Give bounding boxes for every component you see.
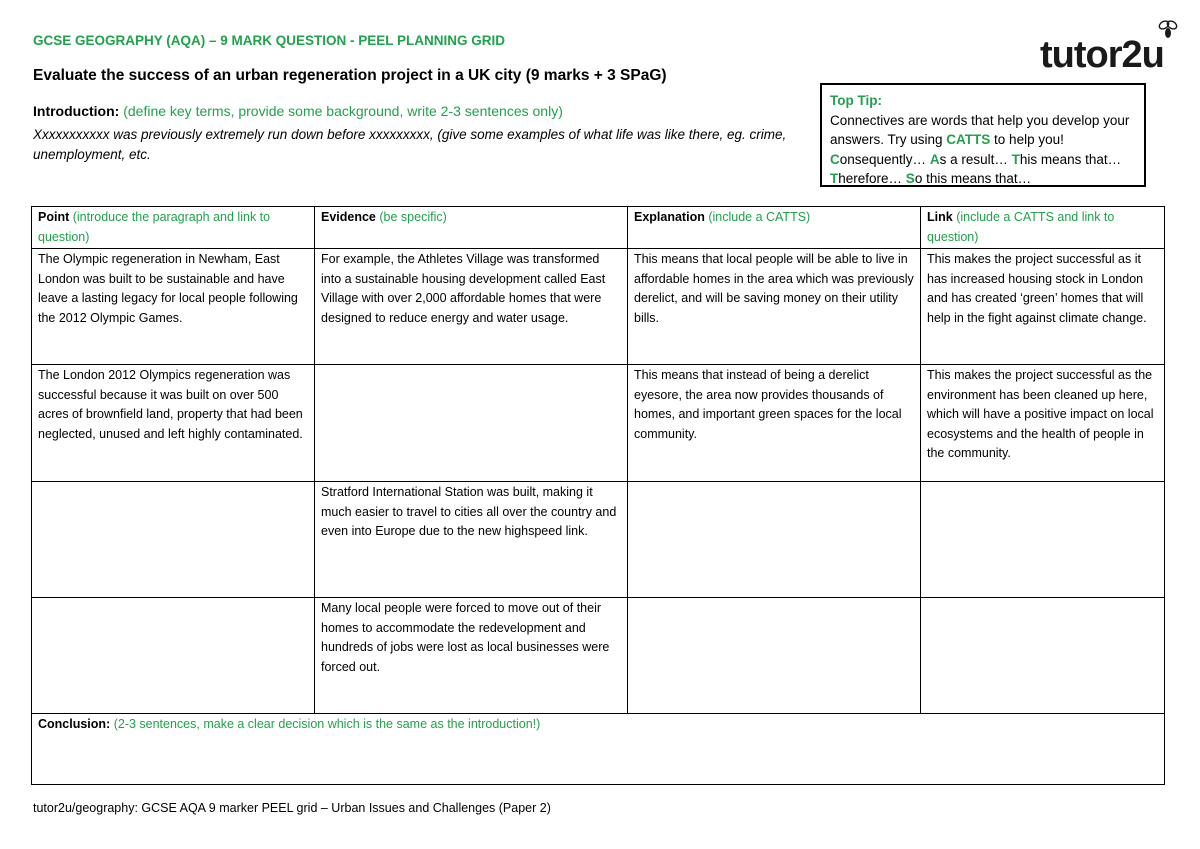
conclusion-label: Conclusion:	[38, 717, 111, 731]
header-note: (be specific)	[379, 210, 447, 224]
page-footer: tutor2u/geography: GCSE AQA 9 marker PEEL grid – Urban Issues and Challenges (Paper 2)	[33, 801, 551, 815]
header-note: (introduce the paragraph and link to question)	[38, 210, 271, 244]
explanation-cell	[628, 598, 921, 714]
catts-word-part: his means that…	[1019, 151, 1122, 167]
catts-letter: S	[905, 171, 915, 186]
introduction-label: Introduction:	[33, 103, 120, 119]
header-explanation	[628, 207, 921, 249]
evidence-cell	[315, 365, 628, 482]
header-note: (include a CATTS and link to question)	[927, 210, 1115, 244]
catts-letter: T	[1011, 151, 1020, 167]
header-label: Explanation	[634, 210, 705, 224]
evidence-cell: Stratford International Station was built, making it much easier to travel to cities all over the country and even into Europe due to the new highspeed link.	[315, 482, 628, 598]
table-row	[32, 249, 1165, 365]
tutor2u-logo	[1040, 18, 1170, 78]
catts-letter: A	[929, 151, 940, 167]
introduction-note: (define key terms, provide some background, write 2-3 sentences only)	[123, 103, 563, 119]
explanation-cell	[628, 482, 921, 598]
tip-line: Connectives are words that help you develop your answers. Try using	[830, 112, 1130, 147]
top-tip-title: Top Tip:	[830, 93, 882, 108]
header-link	[921, 207, 1165, 249]
conclusion-cell	[32, 714, 1165, 785]
catts-word-part: o this means that…	[914, 171, 1032, 186]
catts-word: CATTS	[946, 132, 991, 147]
top-tip-text	[830, 111, 1136, 189]
link-cell	[921, 482, 1165, 598]
catts-letter: C	[830, 151, 840, 167]
header-evidence	[315, 207, 628, 249]
catts-word-part: onsequently…	[839, 151, 930, 167]
bee-icon	[1156, 18, 1180, 40]
header-label: Point	[38, 210, 70, 224]
conclusion-row	[32, 714, 1165, 785]
link-cell	[921, 598, 1165, 714]
conclusion-note: (2-3 sentences, make a clear decision which is the same as the introduction!)	[113, 717, 541, 731]
header-note: (include a CATTS)	[708, 210, 811, 224]
point-cell	[32, 482, 315, 598]
introduction-line	[33, 103, 563, 119]
table-row	[32, 365, 1165, 482]
tip-line-end: to help you!	[990, 132, 1064, 147]
point-cell	[32, 598, 315, 714]
exam-question: Evaluate the success of an urban regeneration project in a UK city (9 marks + 3 SPaG)	[33, 67, 667, 84]
table-row	[32, 598, 1165, 714]
logo-text: tutor2u	[1040, 34, 1164, 76]
catts-letter: T	[830, 171, 839, 186]
evidence-cell: For example, the Athletes Village was transformed into a sustainable housing development called East Village with over 2,000 affordable homes that were designed to reduce energy and water usage.	[315, 249, 628, 365]
header-point	[32, 207, 315, 249]
catts-word-part: herefore…	[838, 171, 906, 186]
point-cell: The Olympic regeneration in Newham, East London was built to be sustainable and have leave a lasting legacy for local people following the 2012 Olympic Games.	[32, 249, 315, 365]
link-cell: This makes the project successful as the environment has been cleaned up here, which will have a positive impact on local ecosystems and the health of people in the community.	[921, 365, 1165, 482]
document-heading: GCSE GEOGRAPHY (AQA) – 9 MARK QUESTION - PEEL PLANNING GRID	[33, 33, 506, 48]
table-header-row	[32, 207, 1165, 249]
evidence-cell: Many local people were forced to move out of their homes to accommodate the redevelopment and hundreds of jobs were lost as local businesses were forced out.	[315, 598, 628, 714]
explanation-cell: This means that local people will be able to live in affordable homes in the area which was previously derelict, and will be saving money on their utility bills.	[628, 249, 921, 365]
top-tip-box	[820, 83, 1146, 187]
explanation-cell: This means that instead of being a derelict eyesore, the area now provides thousands of homes, and important green spaces for the local community.	[628, 365, 921, 482]
introduction-text: Xxxxxxxxxxx was previously extremely run down before xxxxxxxxx, (give some examples of what life was like there, eg. crime, unemployment, etc.	[33, 127, 787, 162]
table-row	[32, 482, 1165, 598]
link-cell: This makes the project successful as it has increased housing stock in London and has created ‘green’ homes that will help in the fight against climate change.	[921, 249, 1165, 365]
header-label: Evidence	[321, 210, 376, 224]
peel-planning-grid	[31, 206, 1165, 785]
point-cell: The London 2012 Olympics regeneration was successful because it was built on over 500 acres of brownfield land, property that had been neglected, unused and left highly contaminated.	[32, 365, 315, 482]
header-label: Link	[927, 210, 953, 224]
catts-word-part: s a result…	[939, 151, 1012, 167]
